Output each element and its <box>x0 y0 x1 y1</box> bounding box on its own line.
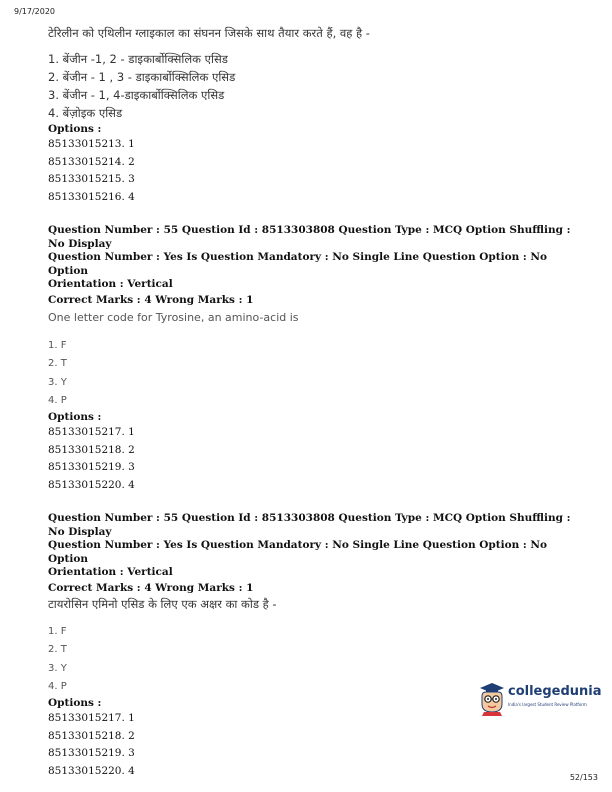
choice-item: 2. बेंजीन - 1 , 3 - डाइकार्बोक्सिलिक एसिड <box>48 70 236 84</box>
option-row: 85133015220. 4 <box>48 478 135 491</box>
page-content <box>48 24 588 780</box>
option-row: 85133015214. 2 <box>48 155 135 168</box>
question-meta: Orientation : Vertical <box>48 566 173 579</box>
graduate-mascot-icon <box>478 680 506 716</box>
option-row: 85133015219. 3 <box>48 461 135 474</box>
marks-line: Correct Marks : 4 Wrong Marks : 1 <box>48 581 254 594</box>
option-row: 85133015215. 3 <box>48 173 135 185</box>
choice-list <box>48 337 588 410</box>
choice-item: 3. Y <box>48 376 67 388</box>
choice-item: 2. T <box>48 358 67 370</box>
option-row: 85133015218. 2 <box>48 443 135 456</box>
option-row: 85133015213. 1 <box>48 138 135 150</box>
choice-item: 3. Y <box>48 662 67 674</box>
options-label: Options : <box>48 697 102 710</box>
question-block-2 <box>48 224 588 494</box>
option-row: 85133015220. 4 <box>48 764 135 777</box>
print-date: 9/17/2020 <box>14 7 56 16</box>
choice-item: 3. बेंजीन - 1, 4-डाइकार्बोक्सिलिक एसिड <box>48 88 225 102</box>
option-row: 85133015217. 1 <box>48 712 135 725</box>
logo-wordmark: collegedunia <box>508 684 602 699</box>
option-row: 85133015218. 2 <box>48 729 135 742</box>
choice-item: 4. P <box>48 394 67 406</box>
choice-list <box>48 50 588 122</box>
question-block-3 <box>48 512 588 780</box>
choice-item: 1. F <box>48 340 67 351</box>
choice-item: 1. बेंजीन -1, 2 - डाइकार्बोक्सिलिक एसिड <box>48 52 228 66</box>
question-text: टेरिलीन को एथिलीन ग्लाइकाल का संघनन जिसके साथ तैयार करते हैं, वह है - <box>48 26 370 40</box>
option-row: 85133015219. 3 <box>48 747 135 760</box>
question-meta: Question Number : 55 Question Id : 8513303808 Question Type : MCQ Option Shuffling : No Display <box>48 512 571 538</box>
options-label: Options : <box>48 411 102 424</box>
option-row: 85133015217. 1 <box>48 426 135 439</box>
choice-item: 4. P <box>48 681 67 693</box>
question-block-1 <box>48 24 588 206</box>
options-label: Options : <box>48 123 102 135</box>
choice-item: 2. T <box>48 644 67 656</box>
marks-line: Correct Marks : 4 Wrong Marks : 1 <box>48 293 254 306</box>
choice-item: 4. बेंज़ोइक एसिड <box>48 106 123 120</box>
question-meta: Question Number : Yes Is Question Mandatory : No Single Line Question Option : No Option <box>48 251 548 277</box>
question-meta: Question Number : Yes Is Question Mandatory : No Single Line Question Option : No Option <box>48 539 548 565</box>
option-row: 85133015216. 4 <box>48 190 135 203</box>
logo-tagline: India's largest Student Review Platform <box>508 702 587 707</box>
collegedunia-logo <box>478 680 602 720</box>
question-text: One letter code for Tyrosine, an amino-acid is <box>48 311 299 324</box>
page-number: 52/153 <box>569 773 598 782</box>
choice-item: 1. F <box>48 626 67 638</box>
question-meta: Question Number : 55 Question Id : 8513303808 Question Type : MCQ Option Shuffling : No Display <box>48 224 571 250</box>
question-meta: Orientation : Vertical <box>48 278 173 290</box>
question-text: टायरोसिन एमिनो एसिड के लिए एक अक्षर का कोड है - <box>48 597 277 612</box>
